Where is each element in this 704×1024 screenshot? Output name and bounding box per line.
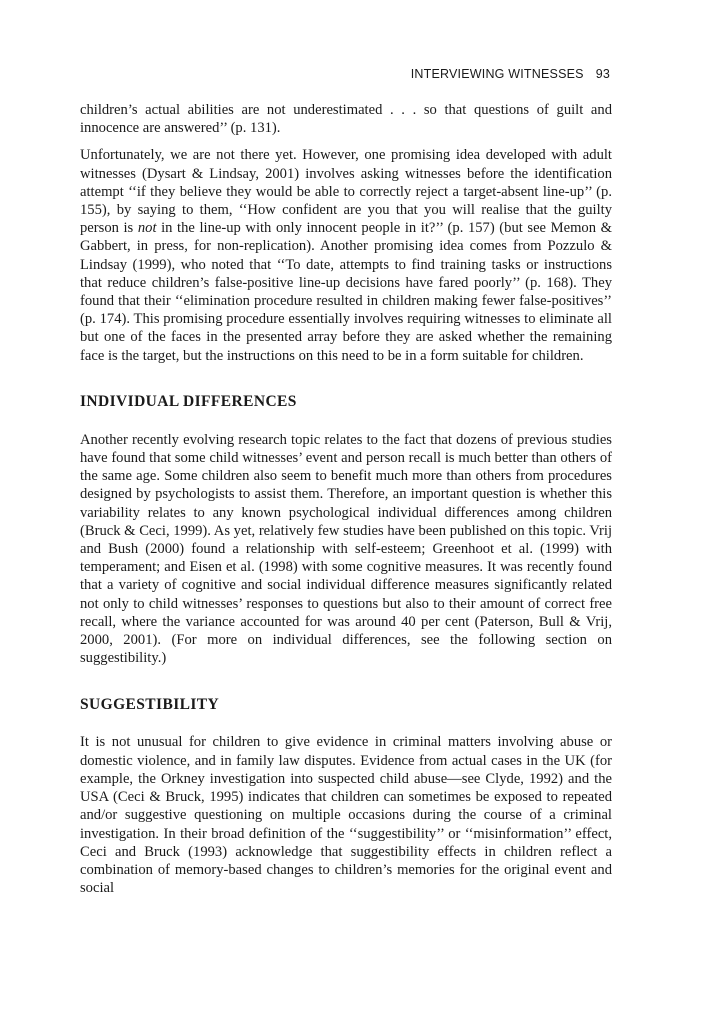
paragraph-suggestibility: It is not unusual for children to give evidence in criminal matters involving abuse or domestic violence, and in family law disputes. Evidence from actual cases in the UK (for example, the Orkney investigation into suspected child abuse—see Clyde, 1992) and the USA (Ceci & Bruck, 1995) indicates that children can sometimes be exposed to repeated and/or suggestive questioning on multiple occasions during the course of a criminal investigation. In their broad definition of the ‘‘suggestibility’’ or ‘‘misinformation’’ effect, Ceci and Bruck (1993) acknowledge that suggestibility effects in children reflect a combination of memory-based changes to children’s memories for the original event and social <box>80 734 612 897</box>
running-head-title: INTERVIEWING WITNESSES <box>410 67 584 81</box>
italic-emphasis: not <box>137 220 157 237</box>
heading-suggestibility: SUGGESTIBILITY <box>80 696 220 714</box>
running-head <box>411 67 610 81</box>
paragraph-line-up-ideas <box>80 146 612 364</box>
paragraph-line-up-ideas-part2: in the line-up with only innocent people in it?’’ (p. 157) (but see Memon & Gabbert, in press, for non-replication). Another promising idea comes from Pozzulo & Lindsay (1999), who noted that ‘‘To date, attempts to find training tasks or instructions that reduce children’s false-positive line-up decisions have fared poorly’’ (p. 168). They found that their ‘‘elimination procedure resulted in children making fewer false-positives’’ (p. 174). This promising procedure essentially involves requiring witnesses to eliminate all but one of the faces in the presented array before they are asked whether the remaining face is the target, but the instructions on this need to be in a form suitable for children. <box>80 220 612 364</box>
page-number: 93 <box>595 67 610 81</box>
body-text <box>80 101 612 897</box>
heading-individual-differences: INDIVIDUAL DIFFERENCES <box>80 392 297 410</box>
paragraph-continuation: children’s actual abilities are not underestimated . . . so that questions of guilt and innocence are answered’’ (p. 131). <box>80 102 612 137</box>
paragraph-individual-differences: Another recently evolving research topic relates to the fact that dozens of previous studies have found that some child witnesses’ event and person recall is much better than others of the same age. Some children also seem to benefit much more than others from procedures designed by psychologists to assist them. Therefore, an important question is whether this variability relates to any known psychological individual differences among children (Bruck & Ceci, 1999). As yet, relatively few studies have been published on this topic. Vrij and Bush (2000) found a relationship with self-esteem; Greenhoot et al. (1999) with temperament; and Eisen et al. (1998) with some cognitive measures. It was recently found that a variety of cognitive and social individual difference measures significantly related not only to child witnesses’ responses to questions but also to their amount of correct free recall, where the variance accounted for was around 40 per cent (Paterson, Bull & Vrij, 2000, 2001). (For more on individual differences, see the following section on suggestibility.) <box>80 431 612 667</box>
paragraph-line-up-ideas-part1: Unfortunately, we are not there yet. However, one promising idea developed with adult witnesses (Dysart & Lindsay, 2001) involves asking witnesses before the identification attempt ‘‘if they believe they would be able to correctly reject a target-absent line-up’’ (p. 155), by saying to them, ‘‘How confident are you that you will realise that the guilty person is <box>80 147 612 237</box>
